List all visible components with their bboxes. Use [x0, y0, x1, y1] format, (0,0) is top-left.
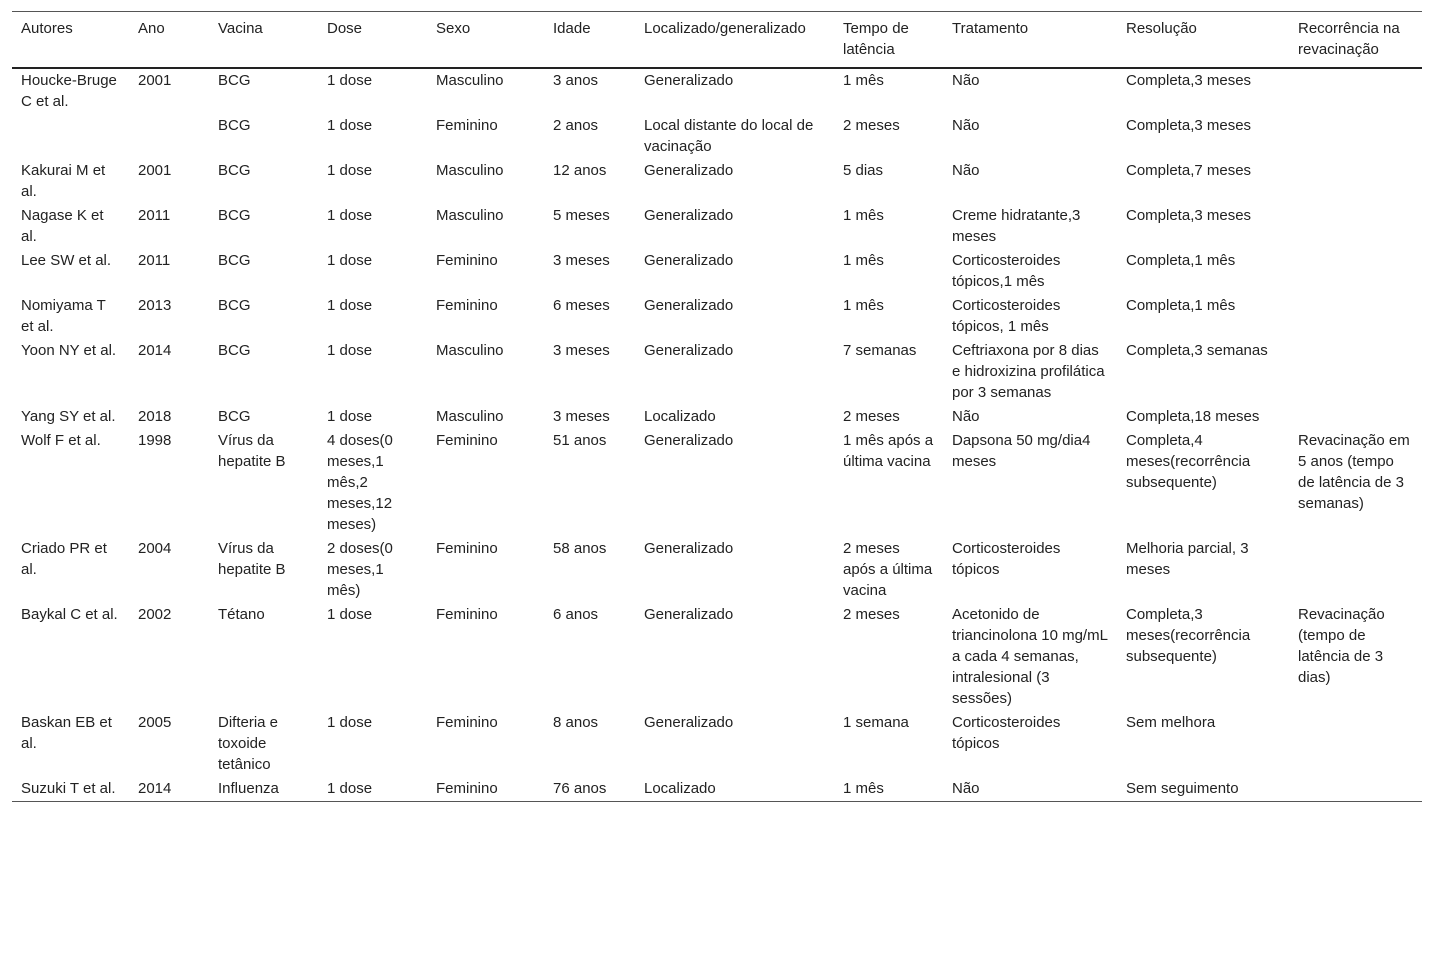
cell-sexo: Masculino: [436, 408, 504, 425]
cell-autores: Suzuki T et al.: [21, 780, 116, 797]
cell-localizado-generalizado: Generalizado: [644, 72, 734, 89]
cell-idade: 12 anos: [553, 162, 607, 179]
cell-resolucao: Melhoria parcial, 3 meses: [1126, 540, 1249, 578]
cell-resolucao: Sem seguimento: [1126, 780, 1239, 797]
cell-tempo-de-latencia: 7 semanas: [843, 342, 917, 359]
cell-ano: 2014: [138, 342, 172, 359]
table-row: [12, 249, 1422, 294]
cell-sexo: Feminino: [436, 540, 498, 557]
cell-tratamento: Não: [952, 780, 980, 797]
cell-ano: 2011: [138, 252, 171, 269]
cell-recorrencia-na-revacinacao: [1289, 68, 1422, 114]
cell-recorrencia-na-revacinacao: [1289, 777, 1422, 802]
cell-vacina: BCG: [218, 342, 251, 359]
cell-autores: Yoon NY et al.: [21, 342, 117, 359]
cell-idade: 58 anos: [553, 540, 607, 557]
cell-idade: 3 meses: [553, 408, 610, 425]
cell-dose: 1 dose: [327, 342, 373, 359]
header-row: [12, 12, 1422, 69]
cell-recorrencia-na-revacinacao: [1289, 204, 1422, 249]
cell-sexo: Masculino: [436, 162, 504, 179]
table-container: [12, 11, 1422, 802]
cell-sexo: Feminino: [436, 606, 498, 623]
cell-ano: 2004: [138, 540, 172, 557]
cell-tempo-de-latencia: 1 mês: [843, 207, 884, 224]
cell-idade: 6 meses: [553, 297, 610, 314]
cell-ano: 2013: [138, 297, 172, 314]
cell-idade: 6 anos: [553, 606, 599, 623]
cell-sexo: Feminino: [436, 714, 498, 731]
cell-autores: Yang SY et al.: [21, 408, 116, 425]
cell-recorrencia-na-revacinacao: Revacinação (tempo de latência de 3 dias): [1298, 606, 1385, 686]
column-header-idade: Idade: [553, 20, 591, 37]
column-header-sexo: Sexo: [436, 20, 471, 37]
column-header-localizado-generalizado: Localizado/generalizado: [644, 20, 806, 37]
table-row: [12, 339, 1422, 405]
cell-sexo: Masculino: [436, 72, 504, 89]
cell-vacina: Vírus da hepatite B: [218, 540, 286, 578]
cell-resolucao: Completa,18 meses: [1126, 408, 1260, 425]
cell-localizado-generalizado: Generalizado: [644, 297, 734, 314]
cell-vacina: Vírus da hepatite B: [218, 432, 286, 470]
cell-recorrencia-na-revacinacao: [1289, 339, 1422, 405]
cell-ano: 2018: [138, 408, 172, 425]
cell-resolucao: Completa,3 meses(recorrência subsequente): [1126, 606, 1251, 665]
cell-tempo-de-latencia: 2 meses: [843, 606, 900, 623]
cell-localizado-generalizado: Generalizado: [644, 714, 734, 731]
cell-sexo: Masculino: [436, 207, 504, 224]
cell-sexo: Feminino: [436, 297, 498, 314]
cell-vacina: BCG: [218, 252, 251, 269]
cell-recorrencia-na-revacinacao: [1289, 249, 1422, 294]
cell-tempo-de-latencia: 1 mês após a última vacina: [843, 432, 934, 470]
cell-tempo-de-latencia: 1 semana: [843, 714, 909, 731]
table-row: [12, 159, 1422, 204]
cell-tratamento: Corticosteroides tópicos: [952, 540, 1061, 578]
table-row: [12, 68, 1422, 114]
cell-tempo-de-latencia: 1 mês: [843, 297, 884, 314]
cell-idade: 3 meses: [553, 252, 610, 269]
cell-localizado-generalizado: Generalizado: [644, 342, 734, 359]
cell-ano: 2014: [138, 780, 172, 797]
cell-vacina: Difteria e toxoide tetânico: [218, 714, 279, 773]
cell-tratamento: Creme hidratante,3 meses: [952, 207, 1081, 245]
cell-vacina: BCG: [218, 297, 251, 314]
cell-idade: 51 anos: [553, 432, 607, 449]
column-header-vacina: Vacina: [218, 20, 263, 37]
cell-tempo-de-latencia: 2 meses: [843, 117, 900, 134]
table-row: [12, 777, 1422, 802]
column-header-recorrencia-na-revacinacao: Recorrência na revacinação: [1298, 20, 1400, 58]
cell-resolucao: Completa,3 meses: [1126, 207, 1252, 224]
column-header-dose: Dose: [327, 20, 363, 37]
cell-localizado-generalizado: Local distante do local de vacinação: [644, 117, 814, 155]
column-header-tempo-de-latencia: Tempo de latência: [843, 20, 909, 58]
cell-recorrencia-na-revacinacao: [1289, 294, 1422, 339]
cell-tratamento: Ceftriaxona por 8 dias e hidroxizina profilática por 3 semanas: [952, 342, 1105, 401]
cell-dose: 1 dose: [327, 252, 373, 269]
cell-localizado-generalizado: Localizado: [644, 408, 716, 425]
table-row: [12, 204, 1422, 249]
table-row: [12, 405, 1422, 429]
cell-vacina: BCG: [218, 408, 251, 425]
cell-recorrencia-na-revacinacao: [1289, 114, 1422, 159]
cell-autores: Lee SW et al.: [21, 252, 112, 269]
cell-tratamento: Não: [952, 117, 980, 134]
cell-resolucao: Completa,3 meses: [1126, 72, 1252, 89]
column-header-autores: Autores: [21, 20, 73, 37]
cell-recorrencia-na-revacinacao: [1289, 405, 1422, 429]
cell-autores: Nomiyama T et al.: [21, 297, 106, 335]
cell-ano: 2002: [138, 606, 172, 623]
cell-idade: 76 anos: [553, 780, 607, 797]
cell-localizado-generalizado: Generalizado: [644, 606, 734, 623]
cell-recorrencia-na-revacinacao: [1289, 159, 1422, 204]
cell-sexo: Feminino: [436, 117, 498, 134]
cell-tratamento: Não: [952, 408, 980, 425]
cell-autores: Baykal C et al.: [21, 606, 118, 623]
cell-autores: Kakurai M et al.: [21, 162, 106, 200]
cell-autores: Nagase K et al.: [21, 207, 104, 245]
cell-vacina: Tétano: [218, 606, 265, 623]
cell-vacina: BCG: [218, 162, 251, 179]
cell-tratamento: Corticosteroides tópicos, 1 mês: [952, 297, 1061, 335]
cell-tempo-de-latencia: 1 mês: [843, 252, 884, 269]
cell-idade: 5 meses: [553, 207, 610, 224]
cell-autores: Houcke-Bruge C et al.: [21, 72, 117, 110]
cell-resolucao: Completa,4 meses(recorrência subsequente): [1126, 432, 1251, 491]
cell-resolucao: Completa,7 meses: [1126, 162, 1252, 179]
cell-vacina: BCG: [218, 207, 251, 224]
cell-ano: 2001: [138, 72, 172, 89]
cell-resolucao: Completa,1 mês: [1126, 297, 1236, 314]
table-row: [12, 429, 1422, 537]
table-row: [12, 537, 1422, 603]
cell-localizado-generalizado: Generalizado: [644, 432, 734, 449]
cell-resolucao: Completa,3 semanas: [1126, 342, 1268, 359]
cell-autores: Criado PR et al.: [21, 540, 107, 578]
cell-ano: 2011: [138, 207, 171, 224]
column-header-resolucao: Resolução: [1126, 20, 1197, 37]
cell-autores: Baskan EB et al.: [21, 714, 112, 752]
cell-dose: 1 dose: [327, 117, 373, 134]
cell-ano: [129, 114, 209, 159]
cell-tratamento: Corticosteroides tópicos,1 mês: [952, 252, 1061, 290]
cell-localizado-generalizado: Localizado: [644, 780, 716, 797]
cell-resolucao: Sem melhora: [1126, 714, 1216, 731]
cell-resolucao: Completa,3 meses: [1126, 117, 1252, 134]
cell-vacina: BCG: [218, 117, 251, 134]
cell-dose: 1 dose: [327, 297, 373, 314]
cell-dose: 1 dose: [327, 408, 373, 425]
cell-dose: 1 dose: [327, 606, 373, 623]
cell-tratamento: Dapsona 50 mg/dia4 meses: [952, 432, 1091, 470]
cell-dose: 1 dose: [327, 72, 373, 89]
cell-recorrencia-na-revacinacao: [1289, 537, 1422, 603]
cell-dose: 1 dose: [327, 714, 373, 731]
table-row: [12, 603, 1422, 711]
cell-resolucao: Completa,1 mês: [1126, 252, 1236, 269]
cell-localizado-generalizado: Generalizado: [644, 252, 734, 269]
column-header-ano: Ano: [138, 20, 165, 37]
cell-sexo: Feminino: [436, 252, 498, 269]
column-header-tratamento: Tratamento: [952, 20, 1029, 37]
cell-dose: 1 dose: [327, 162, 373, 179]
cell-idade: 8 anos: [553, 714, 599, 731]
cell-dose: 2 doses(0 meses,1 mês): [327, 540, 393, 599]
cell-sexo: Masculino: [436, 342, 504, 359]
table-header: [12, 12, 1422, 69]
table-row: [12, 711, 1422, 777]
cell-dose: 4 doses(0 meses,1 mês,2 meses,12 meses): [327, 432, 393, 533]
cell-tratamento: Não: [952, 72, 980, 89]
table-row: [12, 294, 1422, 339]
cell-autores: [12, 114, 129, 159]
table-row: [12, 114, 1422, 159]
cell-tratamento: Corticosteroides tópicos: [952, 714, 1061, 752]
cell-sexo: Feminino: [436, 780, 498, 797]
cell-localizado-generalizado: Generalizado: [644, 540, 734, 557]
cell-tempo-de-latencia: 2 meses: [843, 408, 900, 425]
cell-idade: 3 anos: [553, 72, 599, 89]
cell-tempo-de-latencia: 1 mês: [843, 72, 884, 89]
cell-idade: 2 anos: [553, 117, 599, 134]
cell-sexo: Feminino: [436, 432, 498, 449]
cell-recorrencia-na-revacinacao: Revacinação em 5 anos (tempo de latência de 3 semanas): [1298, 432, 1410, 512]
cell-localizado-generalizado: Generalizado: [644, 162, 734, 179]
cell-tempo-de-latencia: 5 dias: [843, 162, 884, 179]
cell-localizado-generalizado: Generalizado: [644, 207, 734, 224]
cell-dose: 1 dose: [327, 780, 373, 797]
cell-ano: 1998: [138, 432, 172, 449]
cell-ano: 2001: [138, 162, 172, 179]
table-body: [12, 68, 1422, 802]
cell-tratamento: Acetonido de triancinolona 10 mg/mL a cada 4 semanas, intralesional (3 sessões): [952, 606, 1108, 707]
cell-tempo-de-latencia: 2 meses após a última vacina: [843, 540, 933, 599]
cell-tratamento: Não: [952, 162, 980, 179]
cell-ano: 2005: [138, 714, 172, 731]
data-table: [12, 11, 1422, 802]
cell-dose: 1 dose: [327, 207, 373, 224]
cell-vacina: Influenza: [218, 780, 279, 797]
cell-tempo-de-latencia: 1 mês: [843, 780, 884, 797]
cell-autores: Wolf F et al.: [21, 432, 101, 449]
cell-vacina: BCG: [218, 72, 251, 89]
cell-recorrencia-na-revacinacao: [1289, 711, 1422, 777]
cell-idade: 3 meses: [553, 342, 610, 359]
